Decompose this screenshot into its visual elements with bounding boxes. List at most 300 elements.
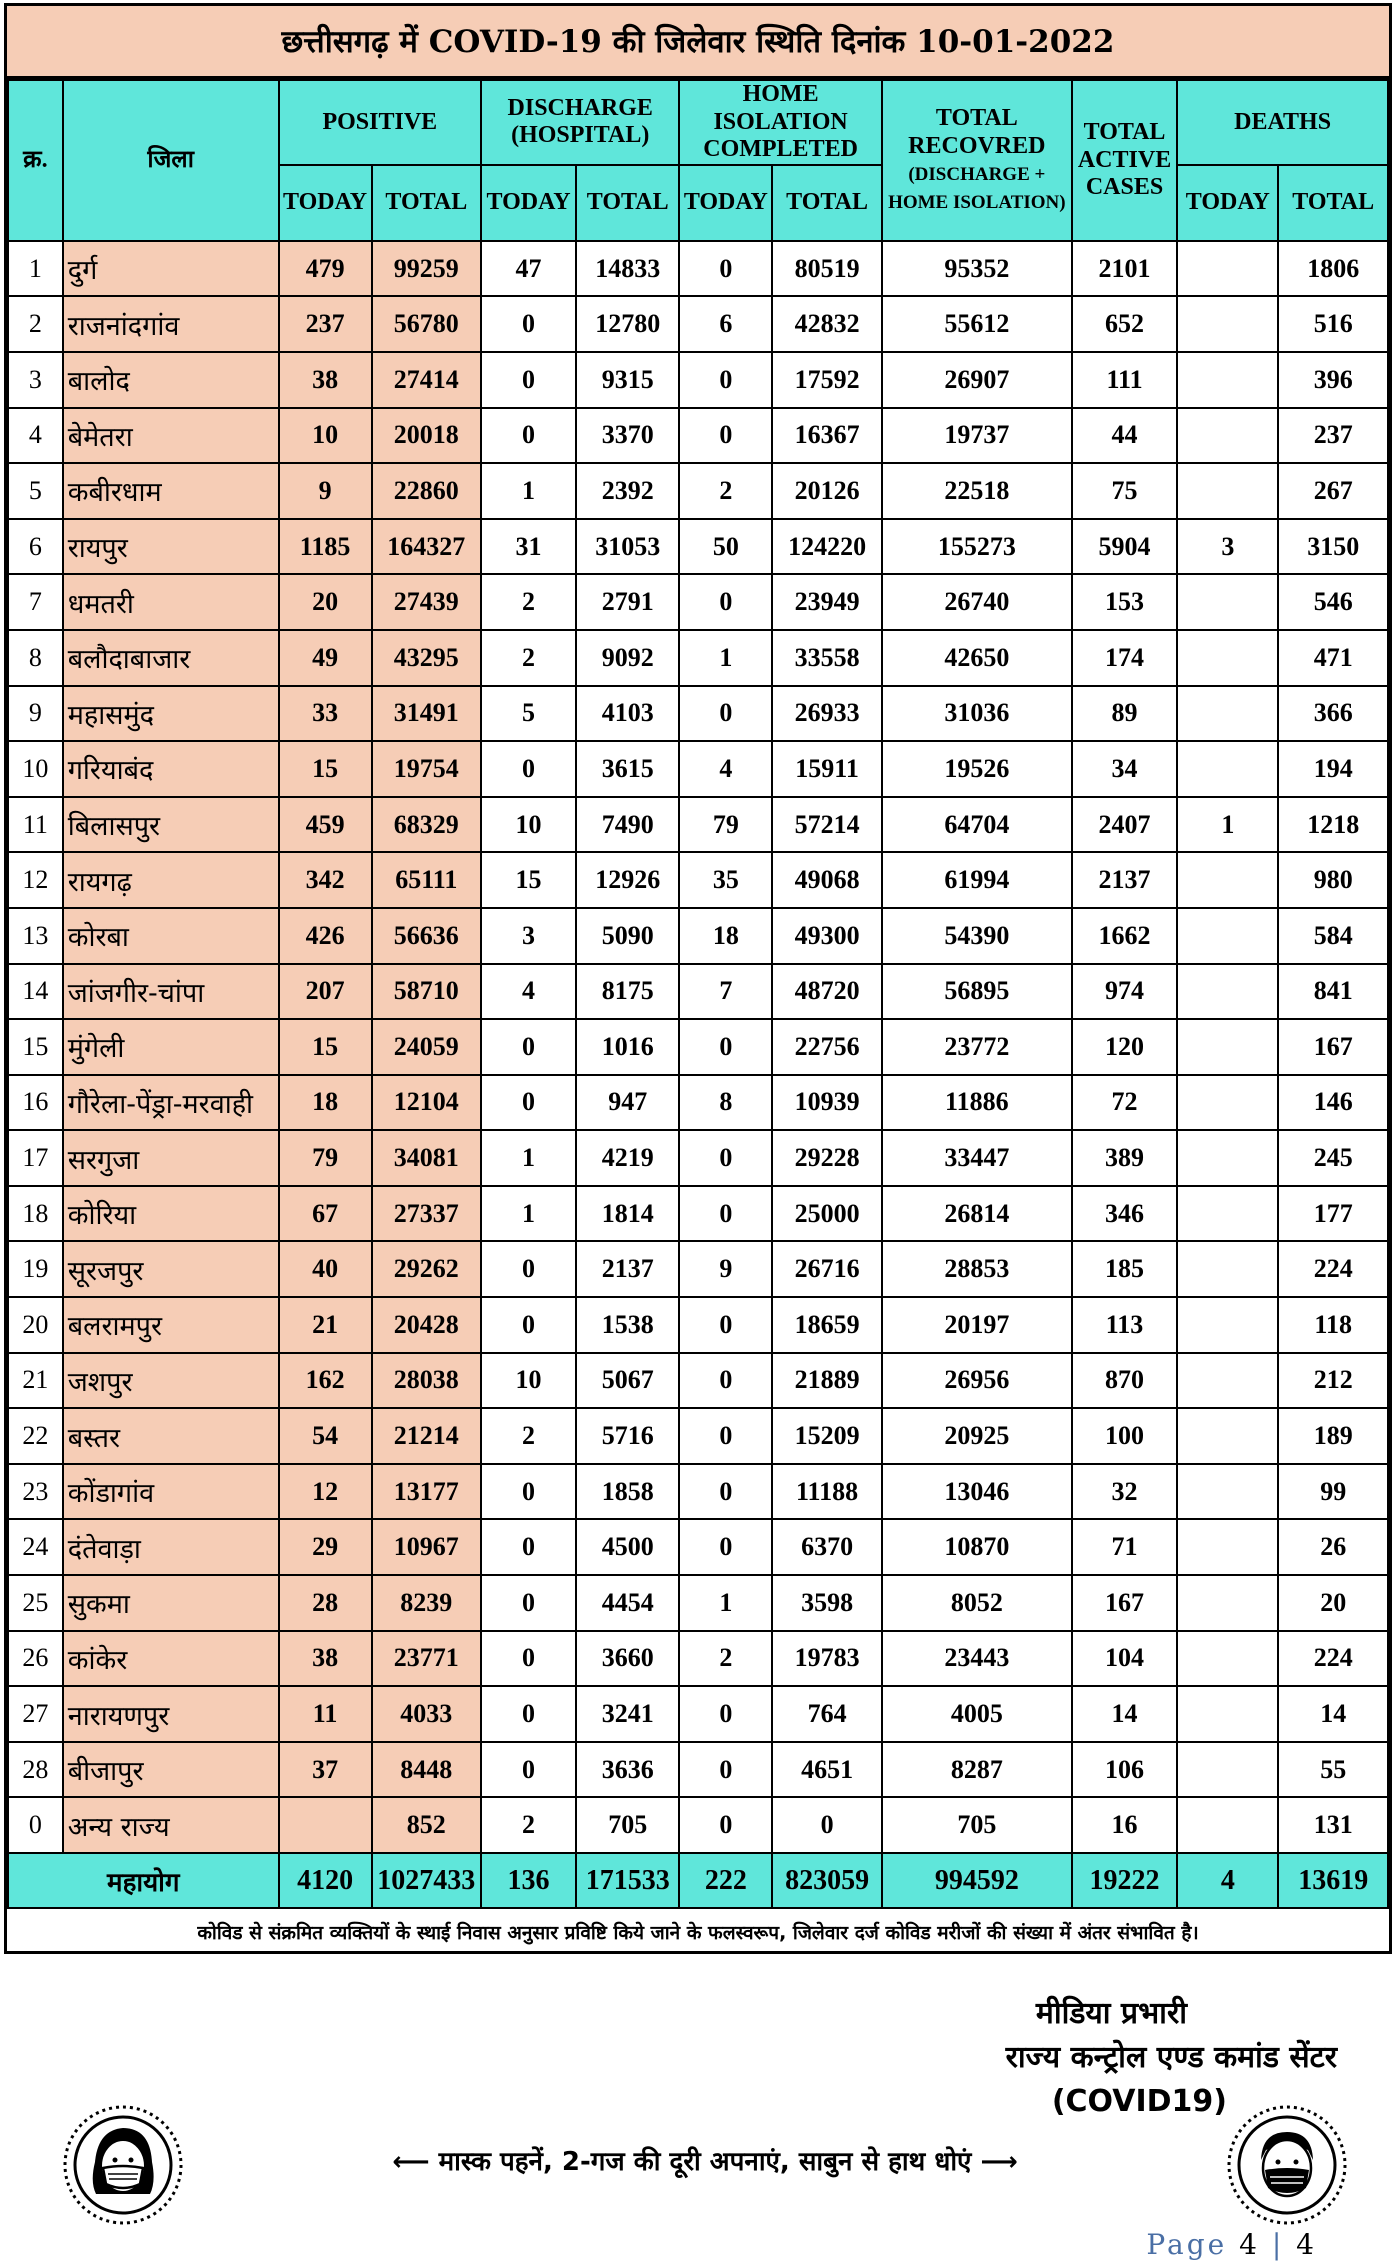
cell-district: सूरजपुर [63, 1241, 279, 1297]
cell-home-total: 22756 [772, 1019, 882, 1075]
cell-discharge-total: 14833 [576, 241, 679, 297]
office-line3: (COVID19) [1051, 2084, 1227, 2119]
grand-total-label: महायोग [8, 1853, 279, 1908]
cell-positive-today: 21 [279, 1297, 372, 1353]
cell-serial: 20 [8, 1297, 63, 1353]
cell-positive-today: 38 [279, 1631, 372, 1687]
table-row [8, 1631, 1388, 1687]
cell-active-cases: 2101 [1072, 241, 1177, 297]
cell-discharge-today: 0 [481, 1075, 576, 1131]
header-positive-today: TODAY [279, 165, 372, 241]
cell-discharge-today: 4 [481, 964, 576, 1020]
cell-deaths-today [1177, 1686, 1278, 1742]
header-home-line2: COMPLETED [703, 136, 858, 163]
header-home-today: TODAY [679, 165, 772, 241]
cell-total-recovered: 10870 [882, 1519, 1072, 1575]
header-active-line2: ACTIVE [1077, 146, 1172, 173]
page-label: Page [1146, 2228, 1228, 2261]
total-deaths-today: 4 [1177, 1853, 1278, 1908]
cell-deaths-today [1177, 1241, 1278, 1297]
cell-positive-total: 23771 [372, 1631, 482, 1687]
cell-home-total: 15911 [772, 741, 882, 797]
cell-total-recovered: 19737 [882, 408, 1072, 464]
header-deaths-today: TODAY [1177, 165, 1278, 241]
total-active: 19222 [1072, 1853, 1177, 1908]
cell-deaths-today: 3 [1177, 519, 1278, 575]
cell-home-total: 6370 [772, 1519, 882, 1575]
cell-total-recovered: 20197 [882, 1297, 1072, 1353]
table-row [8, 1519, 1388, 1575]
table-row [8, 1241, 1388, 1297]
office-line2: राज्य कन्ट्रोल एण्ड कमांड सेंटर [1005, 2040, 1337, 2075]
cell-deaths-total: 26 [1278, 1519, 1388, 1575]
cell-discharge-today: 3 [481, 908, 576, 964]
cell-total-recovered: 26956 [882, 1353, 1072, 1409]
cell-home-today: 0 [679, 1186, 772, 1242]
cell-serial: 2 [8, 296, 63, 352]
cell-deaths-total: 118 [1278, 1297, 1388, 1353]
header-active-cases [1072, 80, 1177, 241]
footnote: कोविड से संक्रमित व्यक्तियों के स्थाई निवास अनुसार प्रविष्टि किये जाने के फलस्वरूप, जिलेवार दर्ज कोविड मरीजों की संख्या में अंतर संभावित है। [197, 1922, 1199, 1944]
total-positive-total: 1027433 [372, 1853, 482, 1908]
table-row [8, 296, 1388, 352]
cell-positive-today: 479 [279, 241, 372, 297]
cell-district: बस्तर [63, 1408, 279, 1464]
header-recovered-line1: TOTAL [935, 105, 1018, 132]
cell-active-cases: 111 [1072, 352, 1177, 408]
cell-district: दुर्ग [63, 241, 279, 297]
cell-positive-today: 207 [279, 964, 372, 1020]
cell-discharge-today: 1 [481, 1130, 576, 1186]
covid-report-sheet [4, 3, 1392, 1954]
cell-deaths-today [1177, 1797, 1278, 1853]
cell-active-cases: 389 [1072, 1130, 1177, 1186]
cell-serial: 4 [8, 408, 63, 464]
cell-total-recovered: 20925 [882, 1408, 1072, 1464]
table-row [8, 574, 1388, 630]
cell-active-cases: 72 [1072, 1075, 1177, 1131]
cell-home-today: 0 [679, 1519, 772, 1575]
cell-discharge-total: 9315 [576, 352, 679, 408]
cell-district: कबीरधाम [63, 463, 279, 519]
cell-district: कोरिया [63, 1186, 279, 1242]
cell-deaths-total: 546 [1278, 574, 1388, 630]
total-recovered: 994592 [882, 1853, 1072, 1908]
header-active-line3: CASES [1085, 174, 1164, 201]
cell-deaths-today [1177, 852, 1278, 908]
cell-discharge-today: 0 [481, 1464, 576, 1520]
cell-serial: 24 [8, 1519, 63, 1575]
cell-positive-today: 20 [279, 574, 372, 630]
cell-deaths-total: 366 [1278, 686, 1388, 742]
cell-total-recovered: 11886 [882, 1075, 1072, 1131]
header-discharge-today: TODAY [481, 165, 576, 241]
cell-discharge-total: 31053 [576, 519, 679, 575]
cell-serial: 5 [8, 463, 63, 519]
cell-positive-today: 40 [279, 1241, 372, 1297]
cell-deaths-total: 131 [1278, 1797, 1388, 1853]
cell-positive-today: 15 [279, 741, 372, 797]
table-row [8, 1019, 1388, 1075]
cell-discharge-total: 12926 [576, 852, 679, 908]
cell-deaths-total: 224 [1278, 1241, 1388, 1297]
cell-deaths-today [1177, 1075, 1278, 1131]
cell-active-cases: 167 [1072, 1575, 1177, 1631]
cell-total-recovered: 8287 [882, 1742, 1072, 1798]
cell-home-today: 7 [679, 964, 772, 1020]
cell-home-total: 20126 [772, 463, 882, 519]
cell-district: बीजापुर [63, 1742, 279, 1798]
cell-home-today: 0 [679, 241, 772, 297]
cell-positive-total: 24059 [372, 1019, 482, 1075]
cell-home-today: 2 [679, 1631, 772, 1687]
total-deaths-total: 13619 [1278, 1853, 1388, 1908]
cell-active-cases: 75 [1072, 463, 1177, 519]
cell-home-today: 0 [679, 1742, 772, 1798]
cell-district: जांजगीर-चांपा [63, 964, 279, 1020]
cell-home-today: 0 [679, 352, 772, 408]
cell-district: बिलासपुर [63, 797, 279, 853]
table-row [8, 463, 1388, 519]
cell-deaths-total: 267 [1278, 463, 1388, 519]
cell-serial: 10 [8, 741, 63, 797]
cell-discharge-today: 0 [481, 1297, 576, 1353]
cell-positive-total: 19754 [372, 741, 482, 797]
cell-home-total: 11188 [772, 1464, 882, 1520]
cell-serial: 13 [8, 908, 63, 964]
cell-home-today: 0 [679, 1297, 772, 1353]
cell-discharge-today: 1 [481, 1186, 576, 1242]
cell-positive-total: 852 [372, 1797, 482, 1853]
header-deaths: DEATHS [1177, 80, 1388, 165]
cell-serial: 11 [8, 797, 63, 853]
table-row [8, 686, 1388, 742]
cell-discharge-today: 1 [481, 463, 576, 519]
cell-serial: 7 [8, 574, 63, 630]
cell-positive-today: 29 [279, 1519, 372, 1575]
cell-district: रायपुर [63, 519, 279, 575]
cell-deaths-total: 14 [1278, 1686, 1388, 1742]
cell-home-today: 0 [679, 408, 772, 464]
cell-discharge-today: 5 [481, 686, 576, 742]
table-row [8, 1575, 1388, 1631]
cell-active-cases: 100 [1072, 1408, 1177, 1464]
cell-positive-total: 21214 [372, 1408, 482, 1464]
cell-home-today: 18 [679, 908, 772, 964]
cell-discharge-total: 4500 [576, 1519, 679, 1575]
cell-district: अन्य राज्य [63, 1797, 279, 1853]
cell-home-total: 57214 [772, 797, 882, 853]
cell-active-cases: 5904 [1072, 519, 1177, 575]
table-row [8, 1464, 1388, 1520]
cell-active-cases: 104 [1072, 1631, 1177, 1687]
cell-deaths-total: 1806 [1278, 241, 1388, 297]
cell-deaths-total: 146 [1278, 1075, 1388, 1131]
cell-home-total: 3598 [772, 1575, 882, 1631]
table-row [8, 1408, 1388, 1464]
cell-discharge-today: 0 [481, 296, 576, 352]
cell-positive-total: 68329 [372, 797, 482, 853]
table-row [8, 408, 1388, 464]
cell-deaths-total: 237 [1278, 408, 1388, 464]
cell-active-cases: 870 [1072, 1353, 1177, 1409]
cell-deaths-total: 980 [1278, 852, 1388, 908]
cell-home-today: 9 [679, 1241, 772, 1297]
cell-deaths-today [1177, 1130, 1278, 1186]
cell-total-recovered: 61994 [882, 852, 1072, 908]
cell-deaths-total: 1218 [1278, 797, 1388, 853]
cell-home-today: 1 [679, 1575, 772, 1631]
cell-total-recovered: 705 [882, 1797, 1072, 1853]
cell-positive-total: 164327 [372, 519, 482, 575]
cell-positive-total: 27439 [372, 574, 482, 630]
cell-positive-total: 4033 [372, 1686, 482, 1742]
cell-serial: 25 [8, 1575, 63, 1631]
cell-district: बेमेतरा [63, 408, 279, 464]
header-active-line1: TOTAL [1083, 119, 1166, 145]
cell-discharge-today: 2 [481, 574, 576, 630]
cell-home-total: 23949 [772, 574, 882, 630]
masked-woman-icon [60, 2102, 186, 2228]
total-discharge-total: 171533 [576, 1853, 679, 1908]
cell-discharge-total: 3241 [576, 1686, 679, 1742]
cell-deaths-today [1177, 741, 1278, 797]
cell-total-recovered: 23772 [882, 1019, 1072, 1075]
cell-total-recovered: 155273 [882, 519, 1072, 575]
cell-total-recovered: 22518 [882, 463, 1072, 519]
table-row [8, 1075, 1388, 1131]
total-home-total: 823059 [772, 1853, 882, 1908]
cell-district: गरियाबंद [63, 741, 279, 797]
cell-discharge-today: 0 [481, 1519, 576, 1575]
cell-positive-today: 37 [279, 1742, 372, 1798]
header-positive-total: TOTAL [372, 165, 482, 241]
cell-discharge-total: 2137 [576, 1241, 679, 1297]
cell-total-recovered: 42650 [882, 630, 1072, 686]
cell-positive-total: 20018 [372, 408, 482, 464]
cell-deaths-total: 3150 [1278, 519, 1388, 575]
cell-active-cases: 32 [1072, 1464, 1177, 1520]
table-row [8, 852, 1388, 908]
cell-positive-total: 58710 [372, 964, 482, 1020]
table-row [8, 1186, 1388, 1242]
cell-discharge-total: 2791 [576, 574, 679, 630]
cell-district: रायगढ़ [63, 852, 279, 908]
page-current: 4 [1239, 2228, 1260, 2261]
cell-district: बलरामपुर [63, 1297, 279, 1353]
cell-positive-total: 56636 [372, 908, 482, 964]
header-home-total: TOTAL [772, 165, 882, 241]
cell-home-today: 79 [679, 797, 772, 853]
table-header [8, 80, 1388, 241]
cell-positive-today: 79 [279, 1130, 372, 1186]
cell-active-cases: 71 [1072, 1519, 1177, 1575]
cell-district: बलौदाबाजार [63, 630, 279, 686]
cell-deaths-today [1177, 574, 1278, 630]
cell-discharge-total: 1814 [576, 1186, 679, 1242]
cell-deaths-total: 396 [1278, 352, 1388, 408]
cell-discharge-today: 2 [481, 1797, 576, 1853]
cell-district: मुंगेली [63, 1019, 279, 1075]
cell-discharge-total: 705 [576, 1797, 679, 1853]
cell-home-total: 26716 [772, 1241, 882, 1297]
cell-positive-total: 28038 [372, 1353, 482, 1409]
cell-discharge-today: 0 [481, 1241, 576, 1297]
cell-serial: 9 [8, 686, 63, 742]
cell-deaths-today [1177, 408, 1278, 464]
cell-home-today: 0 [679, 1464, 772, 1520]
cell-total-recovered: 95352 [882, 241, 1072, 297]
cell-positive-today: 342 [279, 852, 372, 908]
cell-positive-today: 67 [279, 1186, 372, 1242]
office-line1: मीडिया प्रभारी [1035, 1996, 1187, 2031]
cell-positive-today: 1185 [279, 519, 372, 575]
cell-positive-today: 54 [279, 1408, 372, 1464]
cell-deaths-today [1177, 463, 1278, 519]
cell-serial: 21 [8, 1353, 63, 1409]
header-discharge-total: TOTAL [576, 165, 679, 241]
table-row [8, 1353, 1388, 1409]
table-body [8, 241, 1388, 1853]
cell-positive-total: 13177 [372, 1464, 482, 1520]
cell-active-cases: 34 [1072, 741, 1177, 797]
cell-deaths-today [1177, 1742, 1278, 1798]
cell-deaths-today [1177, 1186, 1278, 1242]
cell-district: कांकेर [63, 1631, 279, 1687]
cell-active-cases: 652 [1072, 296, 1177, 352]
cell-positive-today [279, 1797, 372, 1853]
cell-discharge-today: 0 [481, 408, 576, 464]
cell-deaths-today [1177, 352, 1278, 408]
cell-deaths-today [1177, 1575, 1278, 1631]
cell-total-recovered: 56895 [882, 964, 1072, 1020]
cell-home-total: 26933 [772, 686, 882, 742]
cell-serial: 17 [8, 1130, 63, 1186]
cell-discharge-total: 5090 [576, 908, 679, 964]
cell-active-cases: 14 [1072, 1686, 1177, 1742]
cell-serial: 19 [8, 1241, 63, 1297]
cell-discharge-today: 0 [481, 1631, 576, 1687]
cell-discharge-total: 3660 [576, 1631, 679, 1687]
cell-positive-total: 65111 [372, 852, 482, 908]
cell-deaths-today [1177, 1464, 1278, 1520]
cell-positive-today: 162 [279, 1353, 372, 1409]
cell-home-total: 42832 [772, 296, 882, 352]
cell-positive-total: 99259 [372, 241, 482, 297]
cell-district: सरगुजा [63, 1130, 279, 1186]
cell-deaths-total: 99 [1278, 1464, 1388, 1520]
cell-discharge-total: 12780 [576, 296, 679, 352]
cell-serial: 8 [8, 630, 63, 686]
cell-deaths-total: 194 [1278, 741, 1388, 797]
cell-total-recovered: 26740 [882, 574, 1072, 630]
cell-positive-today: 38 [279, 352, 372, 408]
cell-positive-total: 29262 [372, 1241, 482, 1297]
cell-home-total: 17592 [772, 352, 882, 408]
safety-slogan-row [60, 2102, 1350, 2222]
safety-slogan: ⟵ मास्क पहनें, 2-गज की दूरी अपनाएं, साबुन से हाथ धोएं ⟶ [230, 2142, 1180, 2178]
cell-district: दंतेवाड़ा [63, 1519, 279, 1575]
cell-home-today: 0 [679, 686, 772, 742]
cell-home-total: 49300 [772, 908, 882, 964]
cell-discharge-total: 9092 [576, 630, 679, 686]
cell-serial: 23 [8, 1464, 63, 1520]
cell-serial: 1 [8, 241, 63, 297]
cell-positive-total: 56780 [372, 296, 482, 352]
header-deaths-total: TOTAL [1278, 165, 1388, 241]
cell-home-total: 19783 [772, 1631, 882, 1687]
header-serial: क्र. [8, 80, 63, 241]
cell-discharge-today: 0 [481, 1019, 576, 1075]
header-recovered-line2: RECOVRED [908, 132, 1046, 159]
total-positive-today: 4120 [279, 1853, 372, 1908]
cell-serial: 3 [8, 352, 63, 408]
cell-home-total: 15209 [772, 1408, 882, 1464]
cell-positive-total: 43295 [372, 630, 482, 686]
cell-district: गौरेला-पेंड्रा-मरवाही [63, 1075, 279, 1131]
cell-discharge-total: 4219 [576, 1130, 679, 1186]
cell-positive-today: 12 [279, 1464, 372, 1520]
cell-home-today: 8 [679, 1075, 772, 1131]
table-row [8, 630, 1388, 686]
table-row [8, 241, 1388, 297]
cell-deaths-total: 212 [1278, 1353, 1388, 1409]
cell-positive-total: 27337 [372, 1186, 482, 1242]
cell-discharge-total: 3370 [576, 408, 679, 464]
cell-deaths-today [1177, 964, 1278, 1020]
cell-active-cases: 106 [1072, 1742, 1177, 1798]
table-row [8, 519, 1388, 575]
cell-positive-total: 8448 [372, 1742, 482, 1798]
cell-home-today: 0 [679, 1797, 772, 1853]
cell-discharge-total: 8175 [576, 964, 679, 1020]
cell-home-total: 764 [772, 1686, 882, 1742]
cell-positive-today: 49 [279, 630, 372, 686]
cell-active-cases: 1662 [1072, 908, 1177, 964]
cell-deaths-today [1177, 908, 1278, 964]
cell-home-today: 0 [679, 1353, 772, 1409]
cell-deaths-total: 167 [1278, 1019, 1388, 1075]
cell-active-cases: 174 [1072, 630, 1177, 686]
header-positive: POSITIVE [279, 80, 481, 165]
cell-district: कोंडागांव [63, 1464, 279, 1520]
cell-home-today: 0 [679, 1019, 772, 1075]
cell-home-total: 10939 [772, 1075, 882, 1131]
cell-district: जशपुर [63, 1353, 279, 1409]
cell-positive-total: 22860 [372, 463, 482, 519]
cell-district: महासमुंद [63, 686, 279, 742]
cell-total-recovered: 31036 [882, 686, 1072, 742]
cell-total-recovered: 33447 [882, 1130, 1072, 1186]
cell-positive-today: 15 [279, 1019, 372, 1075]
cell-active-cases: 974 [1072, 964, 1177, 1020]
cell-discharge-today: 0 [481, 1686, 576, 1742]
cell-positive-total: 20428 [372, 1297, 482, 1353]
cell-discharge-total: 5716 [576, 1408, 679, 1464]
cell-discharge-total: 3636 [576, 1742, 679, 1798]
cell-home-today: 0 [679, 1130, 772, 1186]
cell-active-cases: 113 [1072, 1297, 1177, 1353]
cell-home-today: 4 [679, 741, 772, 797]
cell-district: कोरबा [63, 908, 279, 964]
cell-serial: 12 [8, 852, 63, 908]
cell-home-today: 0 [679, 1686, 772, 1742]
cell-total-recovered: 19526 [882, 741, 1072, 797]
cell-active-cases: 346 [1072, 1186, 1177, 1242]
cell-positive-total: 31491 [372, 686, 482, 742]
cell-total-recovered: 28853 [882, 1241, 1072, 1297]
cell-home-total: 4651 [772, 1742, 882, 1798]
